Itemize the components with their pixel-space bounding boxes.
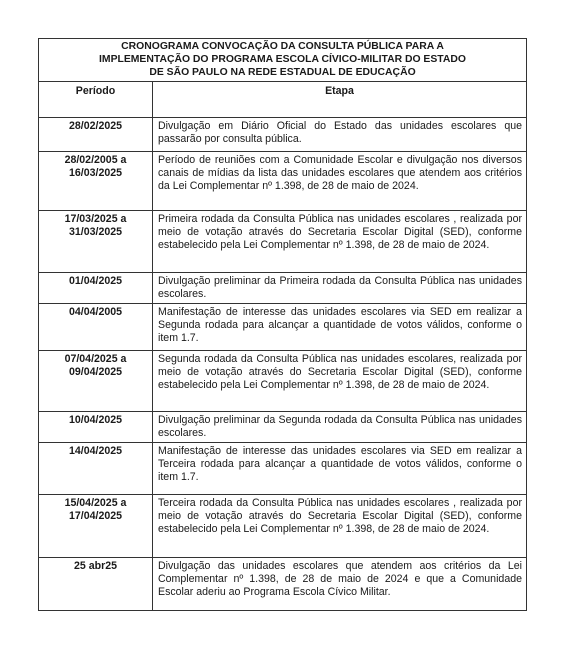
period-line: 04/04/2005 bbox=[68, 306, 123, 318]
stage-cell: Divulgação das unidades escolares que atendem aos critérios da Lei Complementar nº 1.398, de 28 de maio de 2024 e que a Comunidade Escolar aderiu ao Programa Escola Cívico Militar. bbox=[153, 558, 527, 611]
period-line: 15/04/2025 a bbox=[64, 497, 127, 509]
table-row bbox=[39, 118, 527, 152]
period-line: 07/04/2025 a bbox=[64, 353, 127, 365]
period-line: 01/04/2025 bbox=[68, 275, 123, 287]
title-line: DE SÃO PAULO NA REDE ESTADUAL DE EDUCAÇÃO bbox=[149, 67, 416, 78]
period-line: 14/04/2025 bbox=[68, 445, 123, 457]
period-line: 10/04/2025 bbox=[68, 414, 123, 426]
period-line: 28/02/2025 bbox=[68, 120, 123, 132]
stage-cell: Primeira rodada da Consulta Pública nas unidades escolares , realizada por meio de votação através do Secretaria Escolar Digital (SED), conforme estabelecido pela Lei Complementar nº 1.398, de 28 de maio de 2024. bbox=[153, 211, 527, 273]
title-row bbox=[39, 39, 527, 82]
table-row bbox=[39, 351, 527, 412]
stage-cell: Segunda rodada da Consulta Pública nas unidades escolares, realizada por meio de votação através do Secretaria Escolar Digital (SED), conforme estabelecido pela Lei Complementar nº 1.398, de 28 de maio de 2024. bbox=[153, 351, 527, 412]
period-line: 16/03/2025 bbox=[68, 167, 123, 179]
period-cell bbox=[39, 118, 153, 152]
period-cell bbox=[39, 443, 153, 495]
period-cell bbox=[39, 495, 153, 558]
table-row bbox=[39, 273, 527, 304]
stage-cell: Terceira rodada da Consulta Pública nas unidades escolares , realizada por meio de votação através do Secretaria Escolar Digital (SED), conforme estabelecido pela Lei Complementar nº 1.398, de 28 de maio de 2024. bbox=[153, 495, 527, 558]
table-row bbox=[39, 211, 527, 273]
header-row bbox=[39, 82, 527, 118]
period-line: 17/03/2025 a bbox=[64, 213, 127, 225]
table-row bbox=[39, 443, 527, 495]
period-line: 25 abr25 bbox=[74, 560, 117, 572]
table-row bbox=[39, 558, 527, 611]
stage-cell: Divulgação preliminar da Primeira rodada da Consulta Pública nas unidades escolares. bbox=[153, 273, 527, 304]
period-cell bbox=[39, 273, 153, 304]
period-cell bbox=[39, 351, 153, 412]
stage-cell: Divulgação preliminar da Segunda rodada da Consulta Pública nas unidades escolares. bbox=[153, 412, 527, 443]
period-line: 28/02/2005 a bbox=[64, 154, 127, 166]
period-header: Período bbox=[39, 82, 153, 118]
period-cell bbox=[39, 211, 153, 273]
schedule-document bbox=[38, 38, 527, 611]
title-line: CRONOGRAMA CONVOCAÇÃO DA CONSULTA PÚBLICA PARA A bbox=[121, 41, 444, 52]
stage-cell: Divulgação em Diário Oficial do Estado das unidades escolares que passarão por consulta pública. bbox=[153, 118, 527, 152]
table-row bbox=[39, 495, 527, 558]
stage-header: Etapa bbox=[153, 82, 527, 118]
period-cell bbox=[39, 558, 153, 611]
table-row bbox=[39, 412, 527, 443]
stage-cell: Manifestação de interesse das unidades escolares via SED em realizar a Terceira rodada para alcançar a quantidade de votos válidos, conforme o item 1.7. bbox=[153, 443, 527, 495]
table-row bbox=[39, 304, 527, 351]
schedule-table bbox=[38, 38, 527, 611]
period-cell bbox=[39, 412, 153, 443]
stage-cell: Período de reuniões com a Comunidade Escolar e divulgação nos diversos canais de mídias da lista das unidades escolares que atendem aos critérios da Lei Complementar nº 1.398, de 28 de maio de 2024. bbox=[153, 152, 527, 211]
table-row bbox=[39, 152, 527, 211]
period-cell bbox=[39, 304, 153, 351]
period-cell bbox=[39, 152, 153, 211]
period-line: 31/03/2025 bbox=[68, 226, 123, 238]
stage-cell: Manifestação de interesse das unidades escolares via SED em realizar a Segunda rodada para alcançar a quantidade de votos válidos, conforme o item 1.7. bbox=[153, 304, 527, 351]
table-title bbox=[39, 39, 527, 82]
title-line: IMPLEMENTAÇÃO DO PROGRAMA ESCOLA CÍVICO-MILITAR DO ESTADO bbox=[99, 54, 466, 65]
period-line: 17/04/2025 bbox=[68, 510, 123, 522]
period-line: 09/04/2025 bbox=[68, 366, 123, 378]
